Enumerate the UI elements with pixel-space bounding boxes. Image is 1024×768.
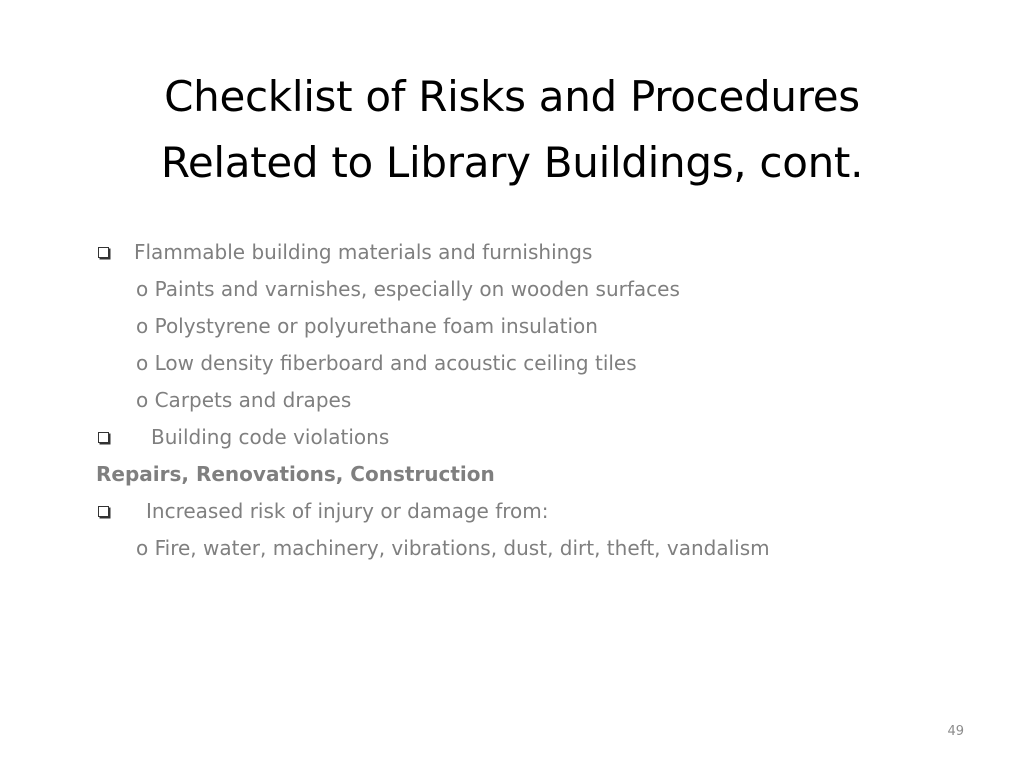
section-heading-text: Repairs, Renovations, Construction [96, 462, 495, 486]
bullet-item [96, 419, 956, 456]
bullet-item-text: Increased risk of injury or damage from: [146, 499, 549, 523]
slide-body [96, 234, 956, 567]
slide-title-line-2: Related to Library Buildings, cont. [160, 138, 864, 187]
sub-item [96, 308, 956, 345]
sub-item [96, 530, 956, 567]
sub-item-text: o Paints and varnishes, especially on wooden surfaces [136, 277, 680, 301]
sub-item-text: o Fire, water, machinery, vibrations, dust, dirt, theft, vandalism [136, 536, 770, 560]
sub-item [96, 345, 956, 382]
slide-title-line-1: Checklist of Risks and Procedures [164, 72, 860, 121]
sub-item-text: o Polystyrene or polyurethane foam insulation [136, 314, 598, 338]
bullet-item [96, 493, 956, 530]
checkbox-square-icon [98, 506, 109, 517]
bullet-item [96, 234, 956, 271]
sub-item-text: o Carpets and drapes [136, 388, 352, 412]
page-number: 49 [947, 724, 964, 739]
bullet-item-text: Flammable building materials and furnishings [134, 240, 593, 264]
section-heading [96, 456, 956, 493]
checkbox-square-icon [98, 247, 109, 258]
slide-title [60, 64, 964, 196]
sub-item [96, 271, 956, 308]
sub-item [96, 382, 956, 419]
bullet-item-text: Building code violations [151, 425, 390, 449]
sub-item-text: o Low density fiberboard and acoustic ceiling tiles [136, 351, 637, 375]
checkbox-square-icon [98, 432, 109, 443]
